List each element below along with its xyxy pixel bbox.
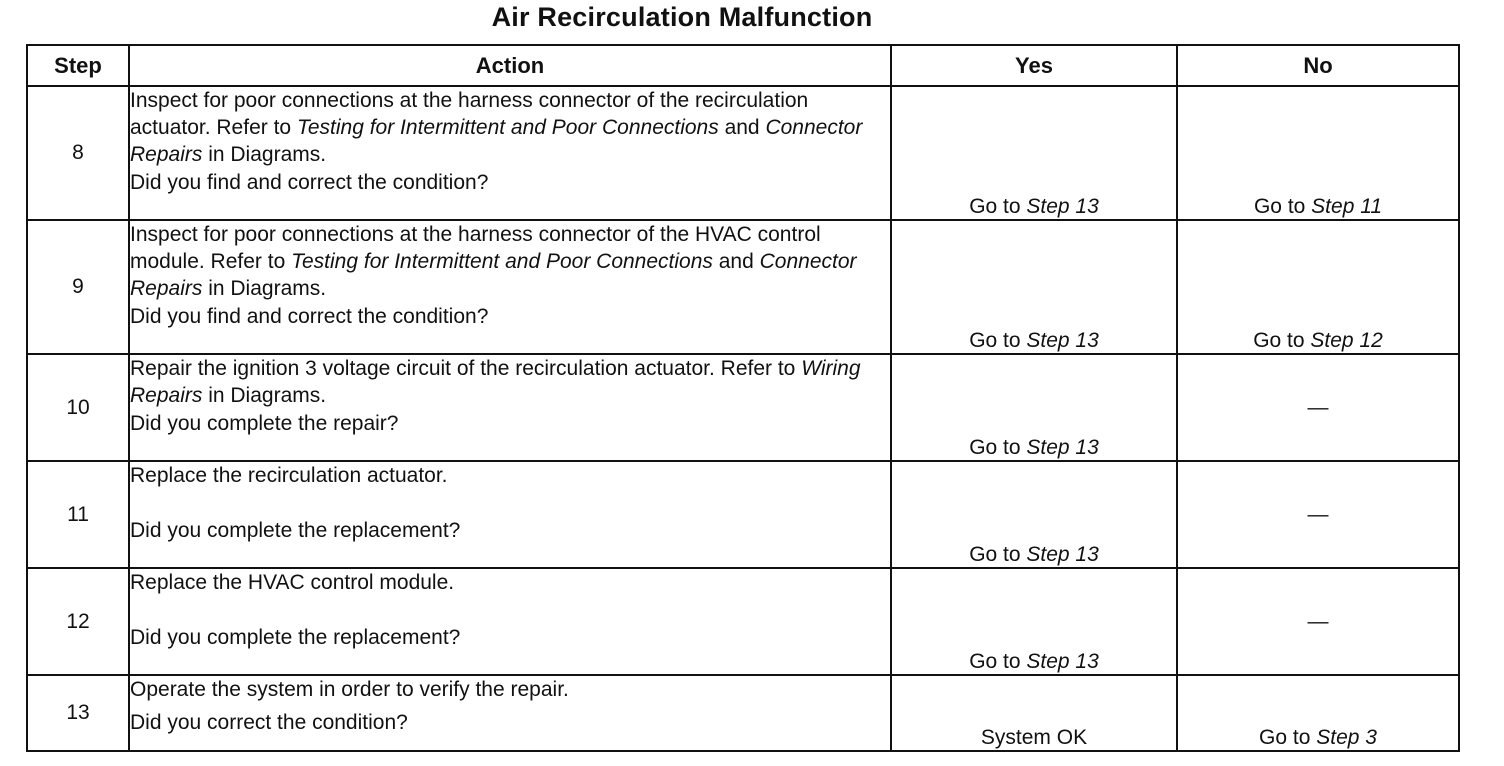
step-number: 8 xyxy=(27,86,129,220)
action-text xyxy=(130,569,890,624)
reference-text: Step 13 xyxy=(1026,436,1099,459)
action-cell xyxy=(129,86,891,220)
step-number: 9 xyxy=(27,220,129,354)
reference-text: Step 13 xyxy=(1026,543,1099,566)
table-row xyxy=(27,568,1459,675)
no-result xyxy=(1177,568,1459,675)
header-action: Action xyxy=(129,45,891,86)
text-segment: — xyxy=(1307,502,1329,526)
text-segment: Go to xyxy=(969,543,1027,566)
header-step: Step xyxy=(27,45,129,86)
action-text xyxy=(130,355,890,410)
action-cell xyxy=(129,568,891,675)
reference-text: Connector Repairs xyxy=(130,250,857,300)
action-question: Did you correct the condition? xyxy=(130,711,408,734)
yes-result xyxy=(891,568,1177,675)
action-question: Did you find and correct the condition? xyxy=(130,305,489,328)
text-segment: in Diagrams. xyxy=(202,384,327,407)
no-result xyxy=(1177,86,1459,220)
action-text xyxy=(130,221,890,303)
action-question: Did you complete the repair? xyxy=(130,412,399,435)
reference-text: Step 13 xyxy=(1026,195,1099,218)
no-result xyxy=(1177,675,1459,751)
yes-result xyxy=(891,220,1177,354)
reference-text: Testing for Intermittent and Poor Connections xyxy=(291,250,713,273)
text-segment: — xyxy=(1307,609,1329,633)
no-result xyxy=(1177,354,1459,461)
reference-text: Step 11 xyxy=(1311,195,1383,218)
action-text xyxy=(130,676,890,709)
page-title: Air Recirculation Malfunction xyxy=(491,2,873,32)
text-segment: and xyxy=(712,250,760,273)
action-cell xyxy=(129,354,891,461)
text-segment: Go to xyxy=(969,329,1027,352)
yes-result xyxy=(891,675,1177,751)
reference-text: Step 12 xyxy=(1310,329,1383,352)
yes-result xyxy=(891,354,1177,461)
text-segment: Go to xyxy=(1253,329,1311,352)
action-question: Did you complete the replacement? xyxy=(130,519,461,542)
step-number: 12 xyxy=(27,568,129,675)
text-segment: Inspect for poor connections at the harness connector of the HVAC control module. Refer to xyxy=(130,223,821,273)
text-segment: Go to xyxy=(969,195,1027,218)
text-segment: in Diagrams. xyxy=(202,277,327,300)
reference-text: Step 3 xyxy=(1316,726,1377,749)
reference-text: Connector Repairs xyxy=(130,116,863,166)
text-segment: Replace the HVAC control module. xyxy=(130,571,455,594)
step-number: 11 xyxy=(27,461,129,568)
text-segment: in Diagrams. xyxy=(202,143,327,166)
text-segment: and xyxy=(718,116,766,139)
text-segment: System OK xyxy=(980,726,1088,749)
step-number: 10 xyxy=(27,354,129,461)
table-row xyxy=(27,354,1459,461)
yes-result xyxy=(891,86,1177,220)
text-segment: Go to xyxy=(969,650,1027,673)
diagnostic-table xyxy=(26,44,1460,752)
no-result xyxy=(1177,461,1459,568)
reference-text: Testing for Intermittent and Poor Connections xyxy=(296,116,719,139)
text-segment: Inspect for poor connections at the harness connector of the recirculation actuator. Refer to xyxy=(130,89,809,139)
action-cell xyxy=(129,675,891,751)
action-question: Did you complete the replacement? xyxy=(130,626,461,649)
action-text xyxy=(130,462,890,517)
action-cell xyxy=(129,220,891,354)
action-text xyxy=(130,87,890,169)
yes-result xyxy=(891,461,1177,568)
no-result xyxy=(1177,220,1459,354)
header-yes: Yes xyxy=(891,45,1177,86)
header-row xyxy=(27,45,1459,86)
reference-text: Step 13 xyxy=(1026,329,1099,352)
text-segment: Replace the recirculation actuator. xyxy=(130,464,448,487)
table-row xyxy=(27,220,1459,354)
step-number: 13 xyxy=(27,675,129,751)
table-row xyxy=(27,675,1459,751)
table-row xyxy=(27,86,1459,220)
action-cell xyxy=(129,461,891,568)
reference-text: Wiring Repairs xyxy=(130,357,861,407)
text-segment: Go to xyxy=(969,436,1027,459)
action-question: Did you find and correct the condition? xyxy=(130,171,489,194)
header-no: No xyxy=(1177,45,1459,86)
text-segment: Operate the system in order to verify the repair. xyxy=(130,678,569,701)
text-segment: Repair the ignition 3 voltage circuit of the recirculation actuator. Refer to xyxy=(130,357,802,380)
text-segment: Go to xyxy=(1253,195,1312,218)
text-segment: — xyxy=(1307,395,1329,419)
text-segment: Go to xyxy=(1259,726,1317,749)
table-row xyxy=(27,461,1459,568)
reference-text: Step 13 xyxy=(1026,650,1099,673)
